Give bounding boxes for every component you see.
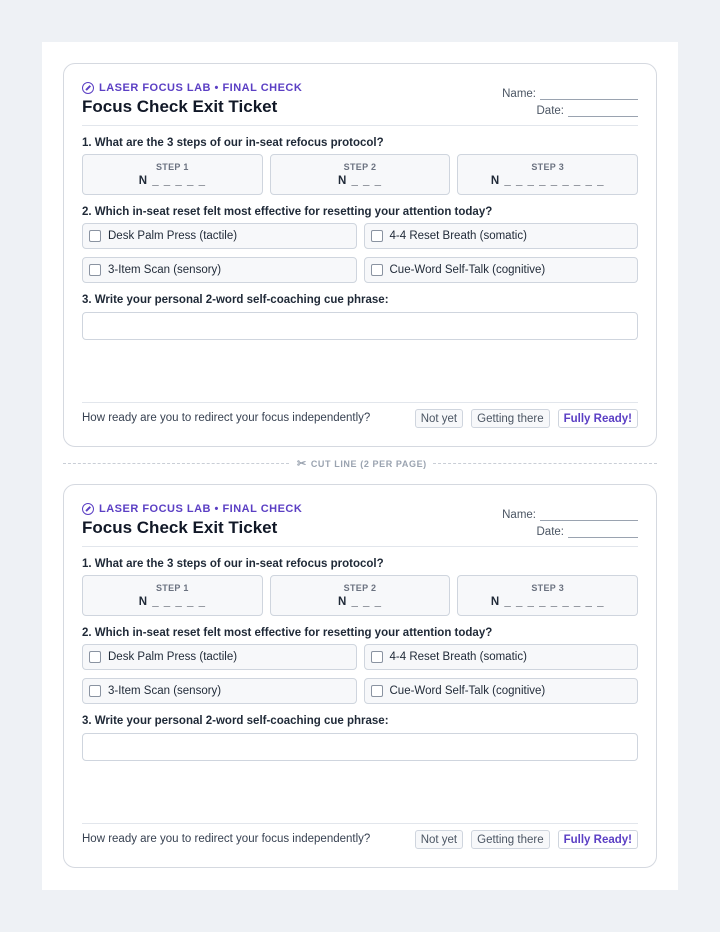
brand-header: [82, 82, 302, 94]
worksheet-page: [42, 42, 678, 890]
step-hint: N _ _ _ _ _: [138, 596, 206, 608]
name-label: Name:: [502, 509, 536, 521]
readiness-scale: [415, 409, 638, 428]
scissors-icon: ✂: [297, 458, 307, 470]
checkbox[interactable]: [371, 230, 383, 242]
option-label: Desk Palm Press (tactile): [108, 651, 238, 663]
question-3: 3. Write your personal 2-word self-coaching cue phrase:: [82, 715, 389, 727]
date-label: Date:: [536, 105, 564, 117]
checkbox[interactable]: [89, 651, 101, 663]
option-cue-word[interactable]: [364, 257, 639, 283]
cut-label: [297, 457, 427, 470]
name-field[interactable]: [502, 504, 638, 521]
step-label: STEP 1: [156, 583, 189, 593]
option-label: Cue-Word Self-Talk (cognitive): [389, 264, 546, 276]
option-item-scan[interactable]: [82, 678, 357, 704]
dashed-line: [63, 463, 289, 464]
brand-label: LASER FOCUS LAB • FINAL CHECK: [99, 503, 303, 515]
scale-not-yet[interactable]: Not yet: [415, 409, 463, 428]
date-line[interactable]: [568, 528, 638, 538]
protocol-steps: [82, 575, 638, 616]
step-label: STEP 3: [531, 583, 564, 593]
name-field[interactable]: [502, 83, 638, 100]
exit-ticket-2: [63, 484, 657, 868]
protocol-steps: [82, 154, 638, 195]
step-label: STEP 3: [531, 162, 564, 172]
checkbox[interactable]: [89, 685, 101, 697]
option-reset-breath[interactable]: [364, 644, 639, 670]
readiness-scale: [415, 830, 638, 849]
option-item-scan[interactable]: [82, 257, 357, 283]
option-desk-palm-press[interactable]: [82, 644, 357, 670]
cue-phrase-input[interactable]: [82, 312, 638, 340]
checkbox[interactable]: [371, 685, 383, 697]
option-label: 4-4 Reset Breath (somatic): [389, 230, 527, 242]
name-line[interactable]: [540, 90, 638, 100]
step-hint: N _ _ _ _ _ _ _ _ _: [490, 175, 605, 187]
cue-phrase-input[interactable]: [82, 733, 638, 761]
step-3-box[interactable]: [457, 154, 638, 195]
checkbox[interactable]: [371, 651, 383, 663]
question-1: 1. What are the 3 steps of our in-seat refocus protocol?: [82, 558, 384, 570]
option-reset-breath[interactable]: [364, 223, 639, 249]
dashed-line: [433, 463, 657, 464]
question-2: 2. Which in-seat reset felt most effective for resetting your attention today?: [82, 627, 493, 639]
scale-fully-ready[interactable]: Fully Ready!: [558, 409, 638, 428]
ticket-title: Focus Check Exit Ticket: [82, 518, 278, 537]
checkbox[interactable]: [89, 230, 101, 242]
option-label: Desk Palm Press (tactile): [108, 230, 238, 242]
option-label: 3-Item Scan (sensory): [108, 264, 222, 276]
exit-ticket-1: [63, 63, 657, 447]
scale-getting-there[interactable]: Getting there: [471, 409, 549, 428]
date-label: Date:: [536, 526, 564, 538]
cut-label-text: CUT LINE (2 PER PAGE): [310, 458, 427, 469]
checkbox[interactable]: [89, 264, 101, 276]
ticket-title: Focus Check Exit Ticket: [82, 97, 278, 116]
name-date-block: [502, 83, 638, 117]
step-2-box[interactable]: [270, 575, 451, 616]
question-1: 1. What are the 3 steps of our in-seat refocus protocol?: [82, 137, 384, 149]
divider: [82, 546, 638, 547]
brand-label: LASER FOCUS LAB • FINAL CHECK: [99, 82, 303, 94]
compass-icon: [82, 503, 94, 515]
option-label: 4-4 Reset Breath (somatic): [389, 651, 527, 663]
step-label: STEP 2: [343, 162, 377, 172]
name-date-block: [502, 504, 638, 538]
cut-line: [63, 456, 657, 472]
name-label: Name:: [502, 88, 536, 100]
step-label: STEP 1: [156, 162, 189, 172]
question-3: 3. Write your personal 2-word self-coaching cue phrase:: [82, 294, 389, 306]
step-label: STEP 2: [343, 583, 377, 593]
checkbox[interactable]: [371, 264, 383, 276]
date-field[interactable]: [502, 521, 638, 538]
reset-options: [82, 223, 638, 283]
step-hint: N _ _ _ _ _ _ _ _ _: [490, 596, 605, 608]
divider: [82, 125, 638, 126]
scale-not-yet[interactable]: Not yet: [415, 830, 463, 849]
scale-getting-there[interactable]: Getting there: [471, 830, 549, 849]
divider: [82, 402, 638, 403]
step-1-box[interactable]: [82, 154, 263, 195]
step-3-box[interactable]: [457, 575, 638, 616]
option-cue-word[interactable]: [364, 678, 639, 704]
step-hint: N _ _ _ _ _: [138, 175, 206, 187]
name-line[interactable]: [540, 511, 638, 521]
brand-header: [82, 503, 302, 515]
readiness-question: How ready are you to redirect your focus independently?: [82, 412, 371, 424]
step-hint: N _ _ _: [337, 596, 383, 608]
reset-options: [82, 644, 638, 704]
readiness-question: How ready are you to redirect your focus independently?: [82, 833, 371, 845]
question-2: 2. Which in-seat reset felt most effective for resetting your attention today?: [82, 206, 493, 218]
option-desk-palm-press[interactable]: [82, 223, 357, 249]
divider: [82, 823, 638, 824]
step-2-box[interactable]: [270, 154, 451, 195]
option-label: 3-Item Scan (sensory): [108, 685, 222, 697]
date-field[interactable]: [502, 100, 638, 117]
scale-fully-ready[interactable]: Fully Ready!: [558, 830, 638, 849]
option-label: Cue-Word Self-Talk (cognitive): [389, 685, 546, 697]
date-line[interactable]: [568, 107, 638, 117]
compass-icon: [82, 82, 94, 94]
step-1-box[interactable]: [82, 575, 263, 616]
step-hint: N _ _ _: [337, 175, 383, 187]
